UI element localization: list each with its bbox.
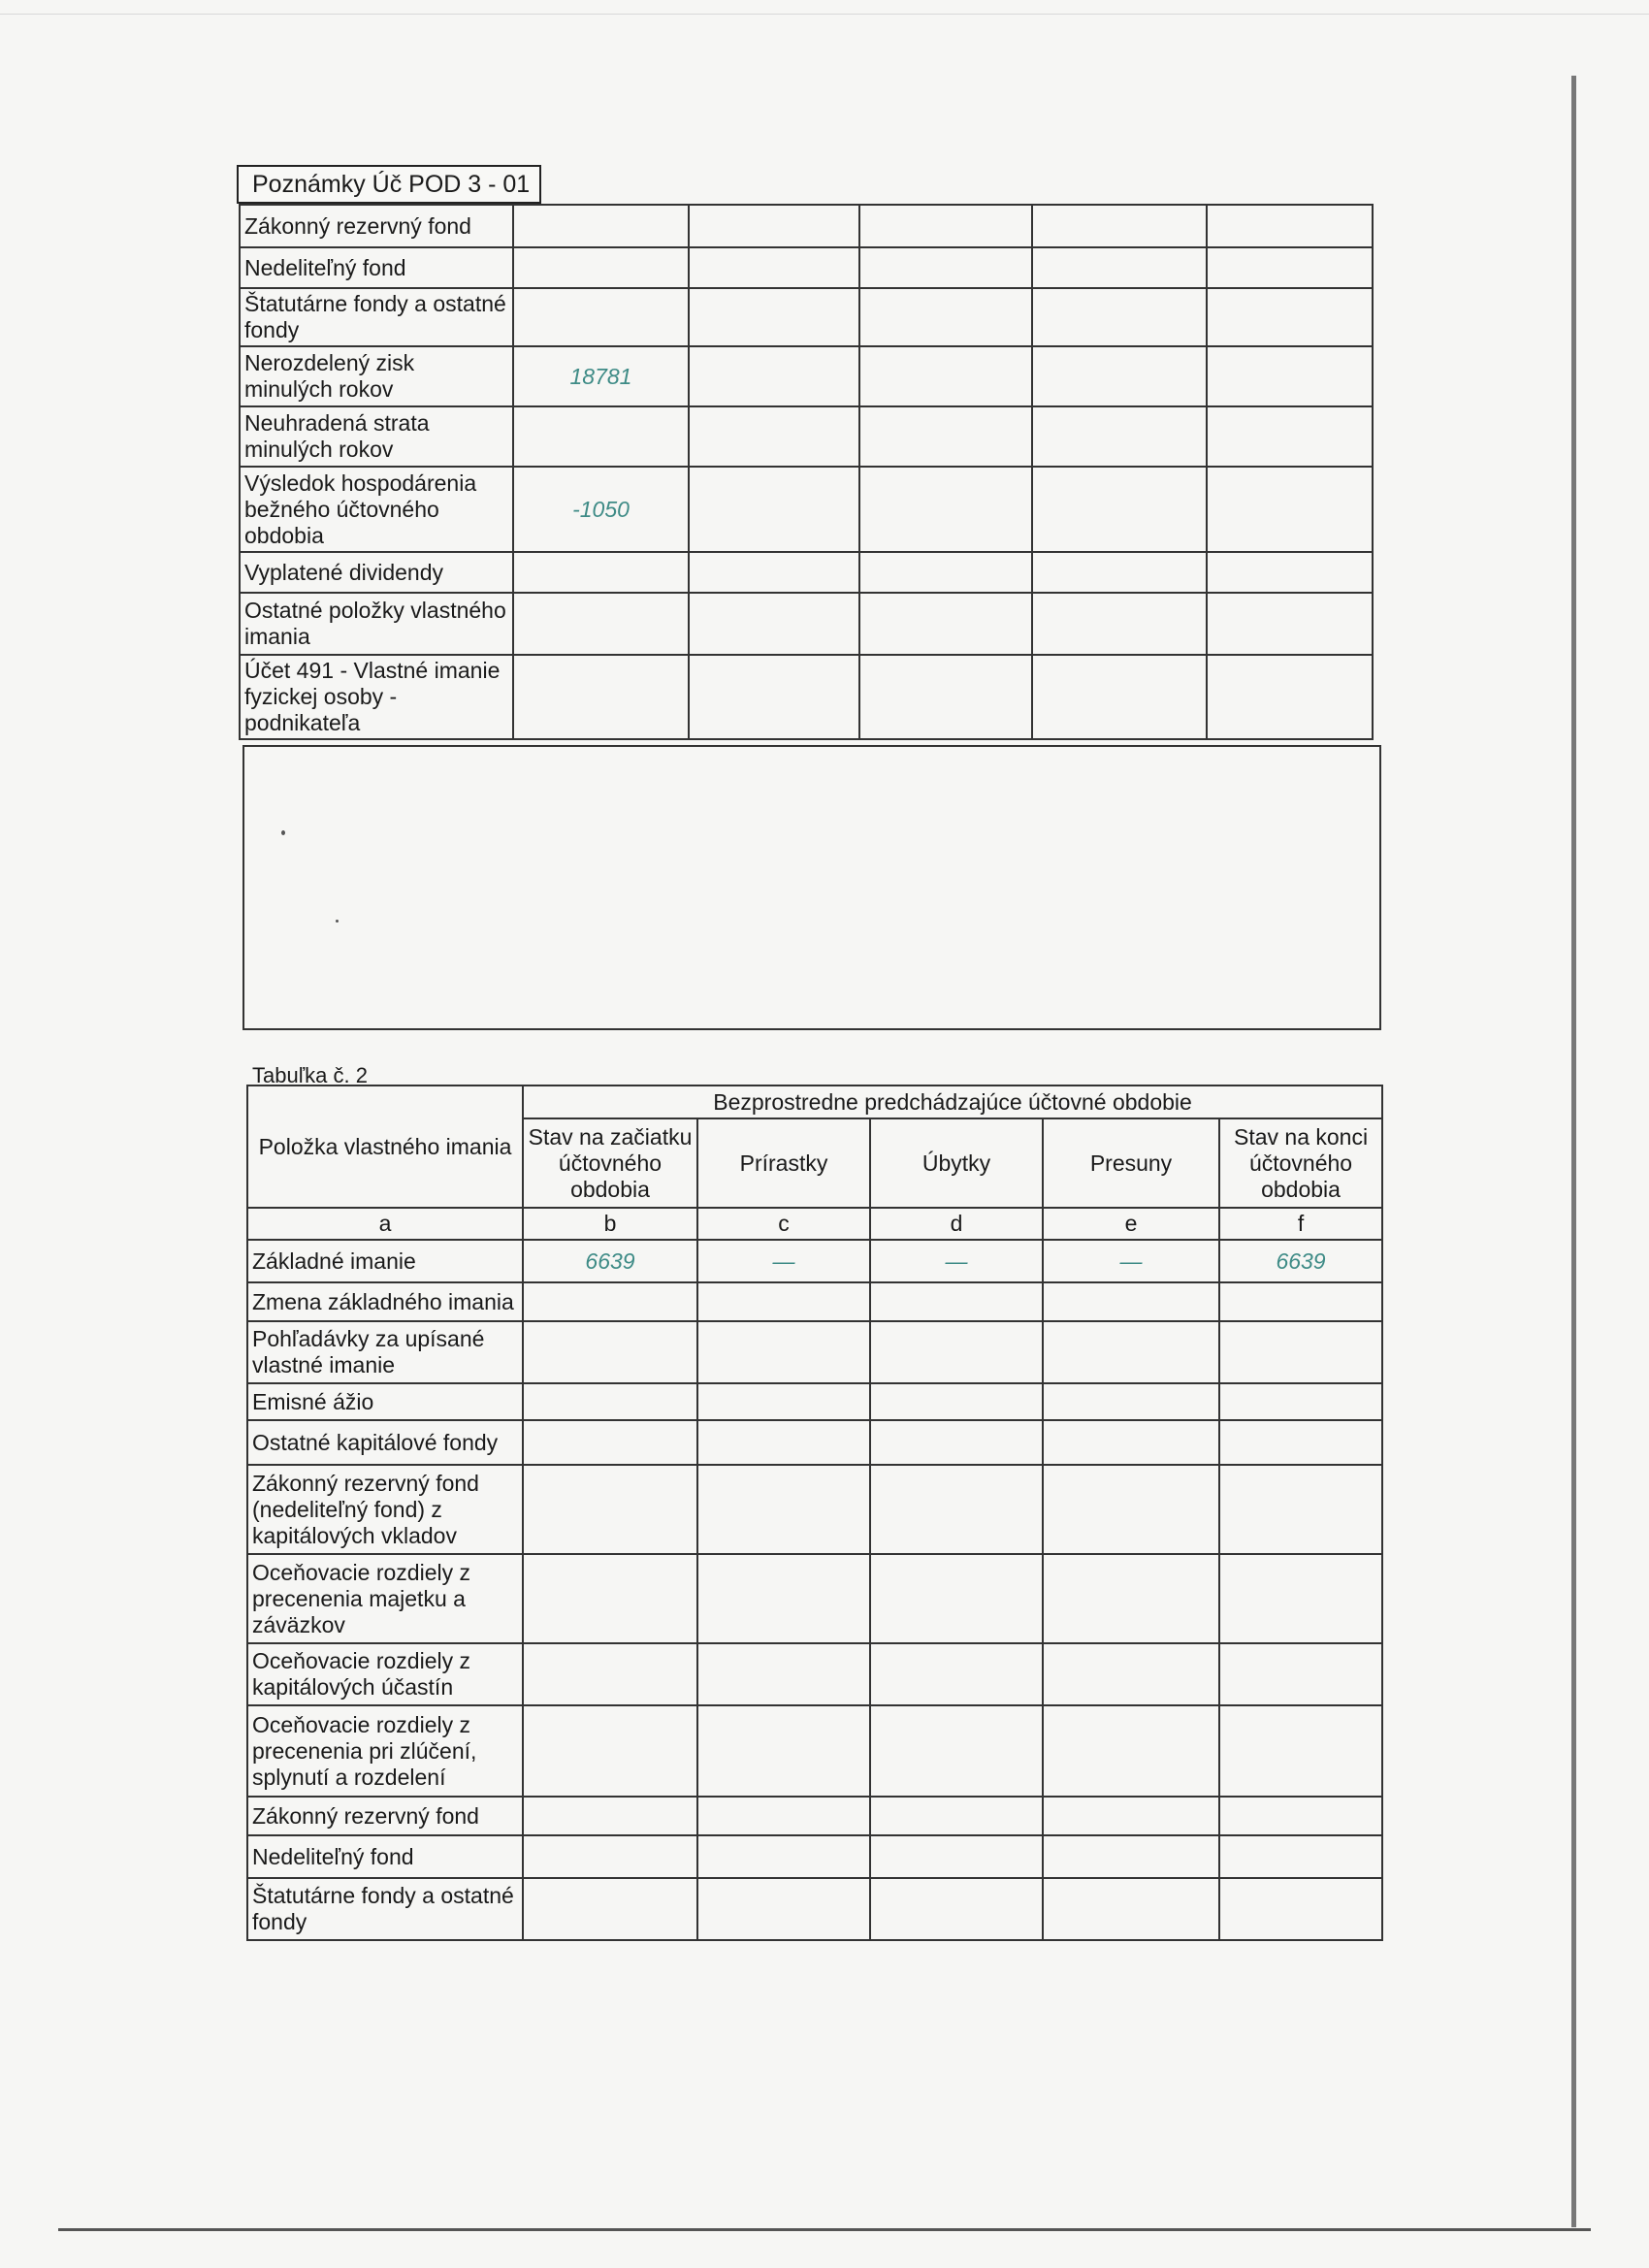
cell-e (1032, 288, 1207, 346)
table-row (240, 552, 1373, 593)
cell-d (859, 593, 1032, 655)
cell-b (523, 1383, 697, 1420)
cell-b (523, 1797, 697, 1835)
cell-e (1032, 346, 1207, 406)
cell-b (513, 247, 689, 288)
row-label: Oceňovacie rozdiely z precenenia majetku a záväzkov (247, 1554, 523, 1643)
row-label: Emisné ážio (247, 1383, 523, 1420)
cell-d (870, 1321, 1043, 1383)
table-row (240, 593, 1373, 655)
column-letter-d: d (870, 1208, 1043, 1240)
table-row (247, 1878, 1382, 1940)
table-row (240, 467, 1373, 552)
scan-speck (336, 920, 339, 923)
row-label: Ostatné kapitálové fondy (247, 1420, 523, 1465)
cell-e (1043, 1321, 1219, 1383)
cell-d (859, 205, 1032, 247)
table-row (247, 1282, 1382, 1321)
cell-b: -1050 (513, 467, 689, 552)
notes-text-box (242, 745, 1381, 1030)
cell-d (870, 1797, 1043, 1835)
cell-e (1043, 1282, 1219, 1321)
cell-b (523, 1420, 697, 1465)
cell-b (513, 552, 689, 593)
cell-c (697, 1554, 870, 1643)
cell-d: — (870, 1240, 1043, 1282)
cell-f (1219, 1643, 1382, 1705)
cell-e (1032, 593, 1207, 655)
cell-d (870, 1282, 1043, 1321)
cell-f (1219, 1420, 1382, 1465)
cell-e: — (1043, 1240, 1219, 1282)
cell-b (523, 1705, 697, 1797)
column-header-item: Položka vlastného imania (247, 1085, 523, 1208)
row-label: Zákonný rezervný fond (247, 1797, 523, 1835)
cell-c (697, 1321, 870, 1383)
cell-f (1219, 1705, 1382, 1797)
cell-e (1043, 1878, 1219, 1940)
row-label: Oceňovacie rozdiely z precenenia pri zlúčení, splynutí a rozdelení (247, 1705, 523, 1797)
table-row (247, 1643, 1382, 1705)
cell-e (1032, 247, 1207, 288)
table-row (240, 406, 1373, 467)
cell-e (1032, 467, 1207, 552)
column-letter-a: a (247, 1208, 523, 1240)
cell-c (689, 406, 859, 467)
table-row (247, 1835, 1382, 1878)
scan-bottom-edge (58, 2228, 1591, 2231)
cell-d (859, 346, 1032, 406)
table2-caption: Tabuľka č. 2 (252, 1063, 368, 1087)
cell-e (1043, 1705, 1219, 1797)
row-label: Pohľadávky za upísané vlastné imanie (247, 1321, 523, 1383)
cell-e (1043, 1835, 1219, 1878)
cell-c (689, 552, 859, 593)
cell-b (523, 1643, 697, 1705)
cell-c (689, 655, 859, 739)
cell-c (689, 247, 859, 288)
cell-c (697, 1705, 870, 1797)
column-header-f: Stav na konci účtovného obdobia (1219, 1118, 1382, 1208)
cell-b (523, 1321, 697, 1383)
table-row (247, 1797, 1382, 1835)
cell-d (859, 552, 1032, 593)
cell-d (870, 1835, 1043, 1878)
cell-f (1219, 1282, 1382, 1321)
scan-right-edge (1571, 76, 1576, 2227)
cell-b (523, 1554, 697, 1643)
cell-c (697, 1465, 870, 1554)
row-label: Štatutárne fondy a ostatné fondy (247, 1878, 523, 1940)
cell-f (1219, 1383, 1382, 1420)
cell-f (1219, 1465, 1382, 1554)
cell-c (697, 1835, 870, 1878)
cell-d (859, 288, 1032, 346)
column-header-b: Stav na začiatku účtovného obdobia (523, 1118, 697, 1208)
row-label: Oceňovacie rozdiely z kapitálových účastín (247, 1643, 523, 1705)
cell-d (870, 1465, 1043, 1554)
row-label: Základné imanie (247, 1240, 523, 1282)
cell-f (1219, 1321, 1382, 1383)
row-label: Nerozdelený zisk minulých rokov (240, 346, 513, 406)
cell-b: 18781 (513, 346, 689, 406)
cell-b (513, 655, 689, 739)
column-letter-e: e (1043, 1208, 1219, 1240)
cell-c (697, 1643, 870, 1705)
cell-f (1207, 205, 1373, 247)
cell-d (870, 1878, 1043, 1940)
cell-c (689, 593, 859, 655)
row-label: Zmena základného imania (247, 1282, 523, 1321)
cell-f: 6639 (1219, 1240, 1382, 1282)
form-header: Poznámky Úč POD 3 - 01 (237, 165, 541, 204)
row-label: Neuhradená strata minulých rokov (240, 406, 513, 467)
cell-d (870, 1643, 1043, 1705)
cell-c: — (697, 1240, 870, 1282)
cell-b: 6639 (523, 1240, 697, 1282)
row-label: Štatutárne fondy a ostatné fondy (240, 288, 513, 346)
cell-c (689, 467, 859, 552)
scan-speck (281, 830, 285, 835)
row-label: Nedeliteľný fond (240, 247, 513, 288)
equity-table-continued (239, 204, 1374, 740)
table-row (247, 1383, 1382, 1420)
cell-b (523, 1282, 697, 1321)
cell-b (523, 1878, 697, 1940)
table-row (240, 288, 1373, 346)
cell-e (1043, 1554, 1219, 1643)
table-row (247, 1465, 1382, 1554)
table-row (240, 247, 1373, 288)
period-header: Bezprostredne predchádzajúce účtovné obdobie (523, 1085, 1382, 1118)
column-header-c: Prírastky (697, 1118, 870, 1208)
cell-e (1043, 1383, 1219, 1420)
cell-c (697, 1878, 870, 1940)
cell-d (870, 1554, 1043, 1643)
cell-d (859, 247, 1032, 288)
cell-f (1207, 655, 1373, 739)
cell-d (870, 1420, 1043, 1465)
cell-f (1207, 593, 1373, 655)
table-row (247, 1420, 1382, 1465)
cell-e (1032, 655, 1207, 739)
cell-e (1043, 1797, 1219, 1835)
cell-e (1032, 406, 1207, 467)
column-letter-c: c (697, 1208, 870, 1240)
cell-b (513, 593, 689, 655)
cell-c (689, 288, 859, 346)
row-label: Účet 491 - Vlastné imanie fyzickej osoby - podnikateľa (240, 655, 513, 739)
row-label: Zákonný rezervný fond (nedeliteľný fond) z kapitálových vkladov (247, 1465, 523, 1554)
cell-b (523, 1465, 697, 1554)
cell-c (697, 1797, 870, 1835)
column-letter-b: b (523, 1208, 697, 1240)
cell-f (1207, 247, 1373, 288)
scan-top-edge (0, 14, 1649, 15)
cell-d (870, 1705, 1043, 1797)
row-label: Výsledok hospodárenia bežného účtovného obdobia (240, 467, 513, 552)
cell-c (697, 1282, 870, 1321)
row-label: Vyplatené dividendy (240, 552, 513, 593)
cell-f (1219, 1797, 1382, 1835)
equity-table-2 (246, 1085, 1383, 1941)
cell-c (689, 346, 859, 406)
cell-e (1043, 1465, 1219, 1554)
cell-b (513, 288, 689, 346)
cell-e (1043, 1420, 1219, 1465)
cell-e (1043, 1643, 1219, 1705)
column-letter-f: f (1219, 1208, 1382, 1240)
cell-d (859, 655, 1032, 739)
cell-d (870, 1383, 1043, 1420)
table-row (240, 346, 1373, 406)
cell-b (523, 1835, 697, 1878)
cell-d (859, 467, 1032, 552)
cell-c (697, 1383, 870, 1420)
cell-f (1219, 1835, 1382, 1878)
cell-e (1032, 205, 1207, 247)
cell-c (689, 205, 859, 247)
cell-d (859, 406, 1032, 467)
row-label: Zákonný rezervný fond (240, 205, 513, 247)
table-row (247, 1554, 1382, 1643)
column-header-d: Úbytky (870, 1118, 1043, 1208)
cell-f (1207, 467, 1373, 552)
table-row (247, 1705, 1382, 1797)
table-row (240, 205, 1373, 247)
table-row (247, 1321, 1382, 1383)
cell-f (1207, 406, 1373, 467)
cell-c (697, 1420, 870, 1465)
cell-b (513, 205, 689, 247)
cell-f (1207, 346, 1373, 406)
table-row (247, 1240, 1382, 1282)
cell-f (1207, 552, 1373, 593)
cell-f (1219, 1878, 1382, 1940)
cell-b (513, 406, 689, 467)
row-label: Ostatné položky vlastného imania (240, 593, 513, 655)
cell-e (1032, 552, 1207, 593)
cell-f (1219, 1554, 1382, 1643)
column-header-e: Presuny (1043, 1118, 1219, 1208)
table-row (240, 655, 1373, 739)
row-label: Nedeliteľný fond (247, 1835, 523, 1878)
cell-f (1207, 288, 1373, 346)
